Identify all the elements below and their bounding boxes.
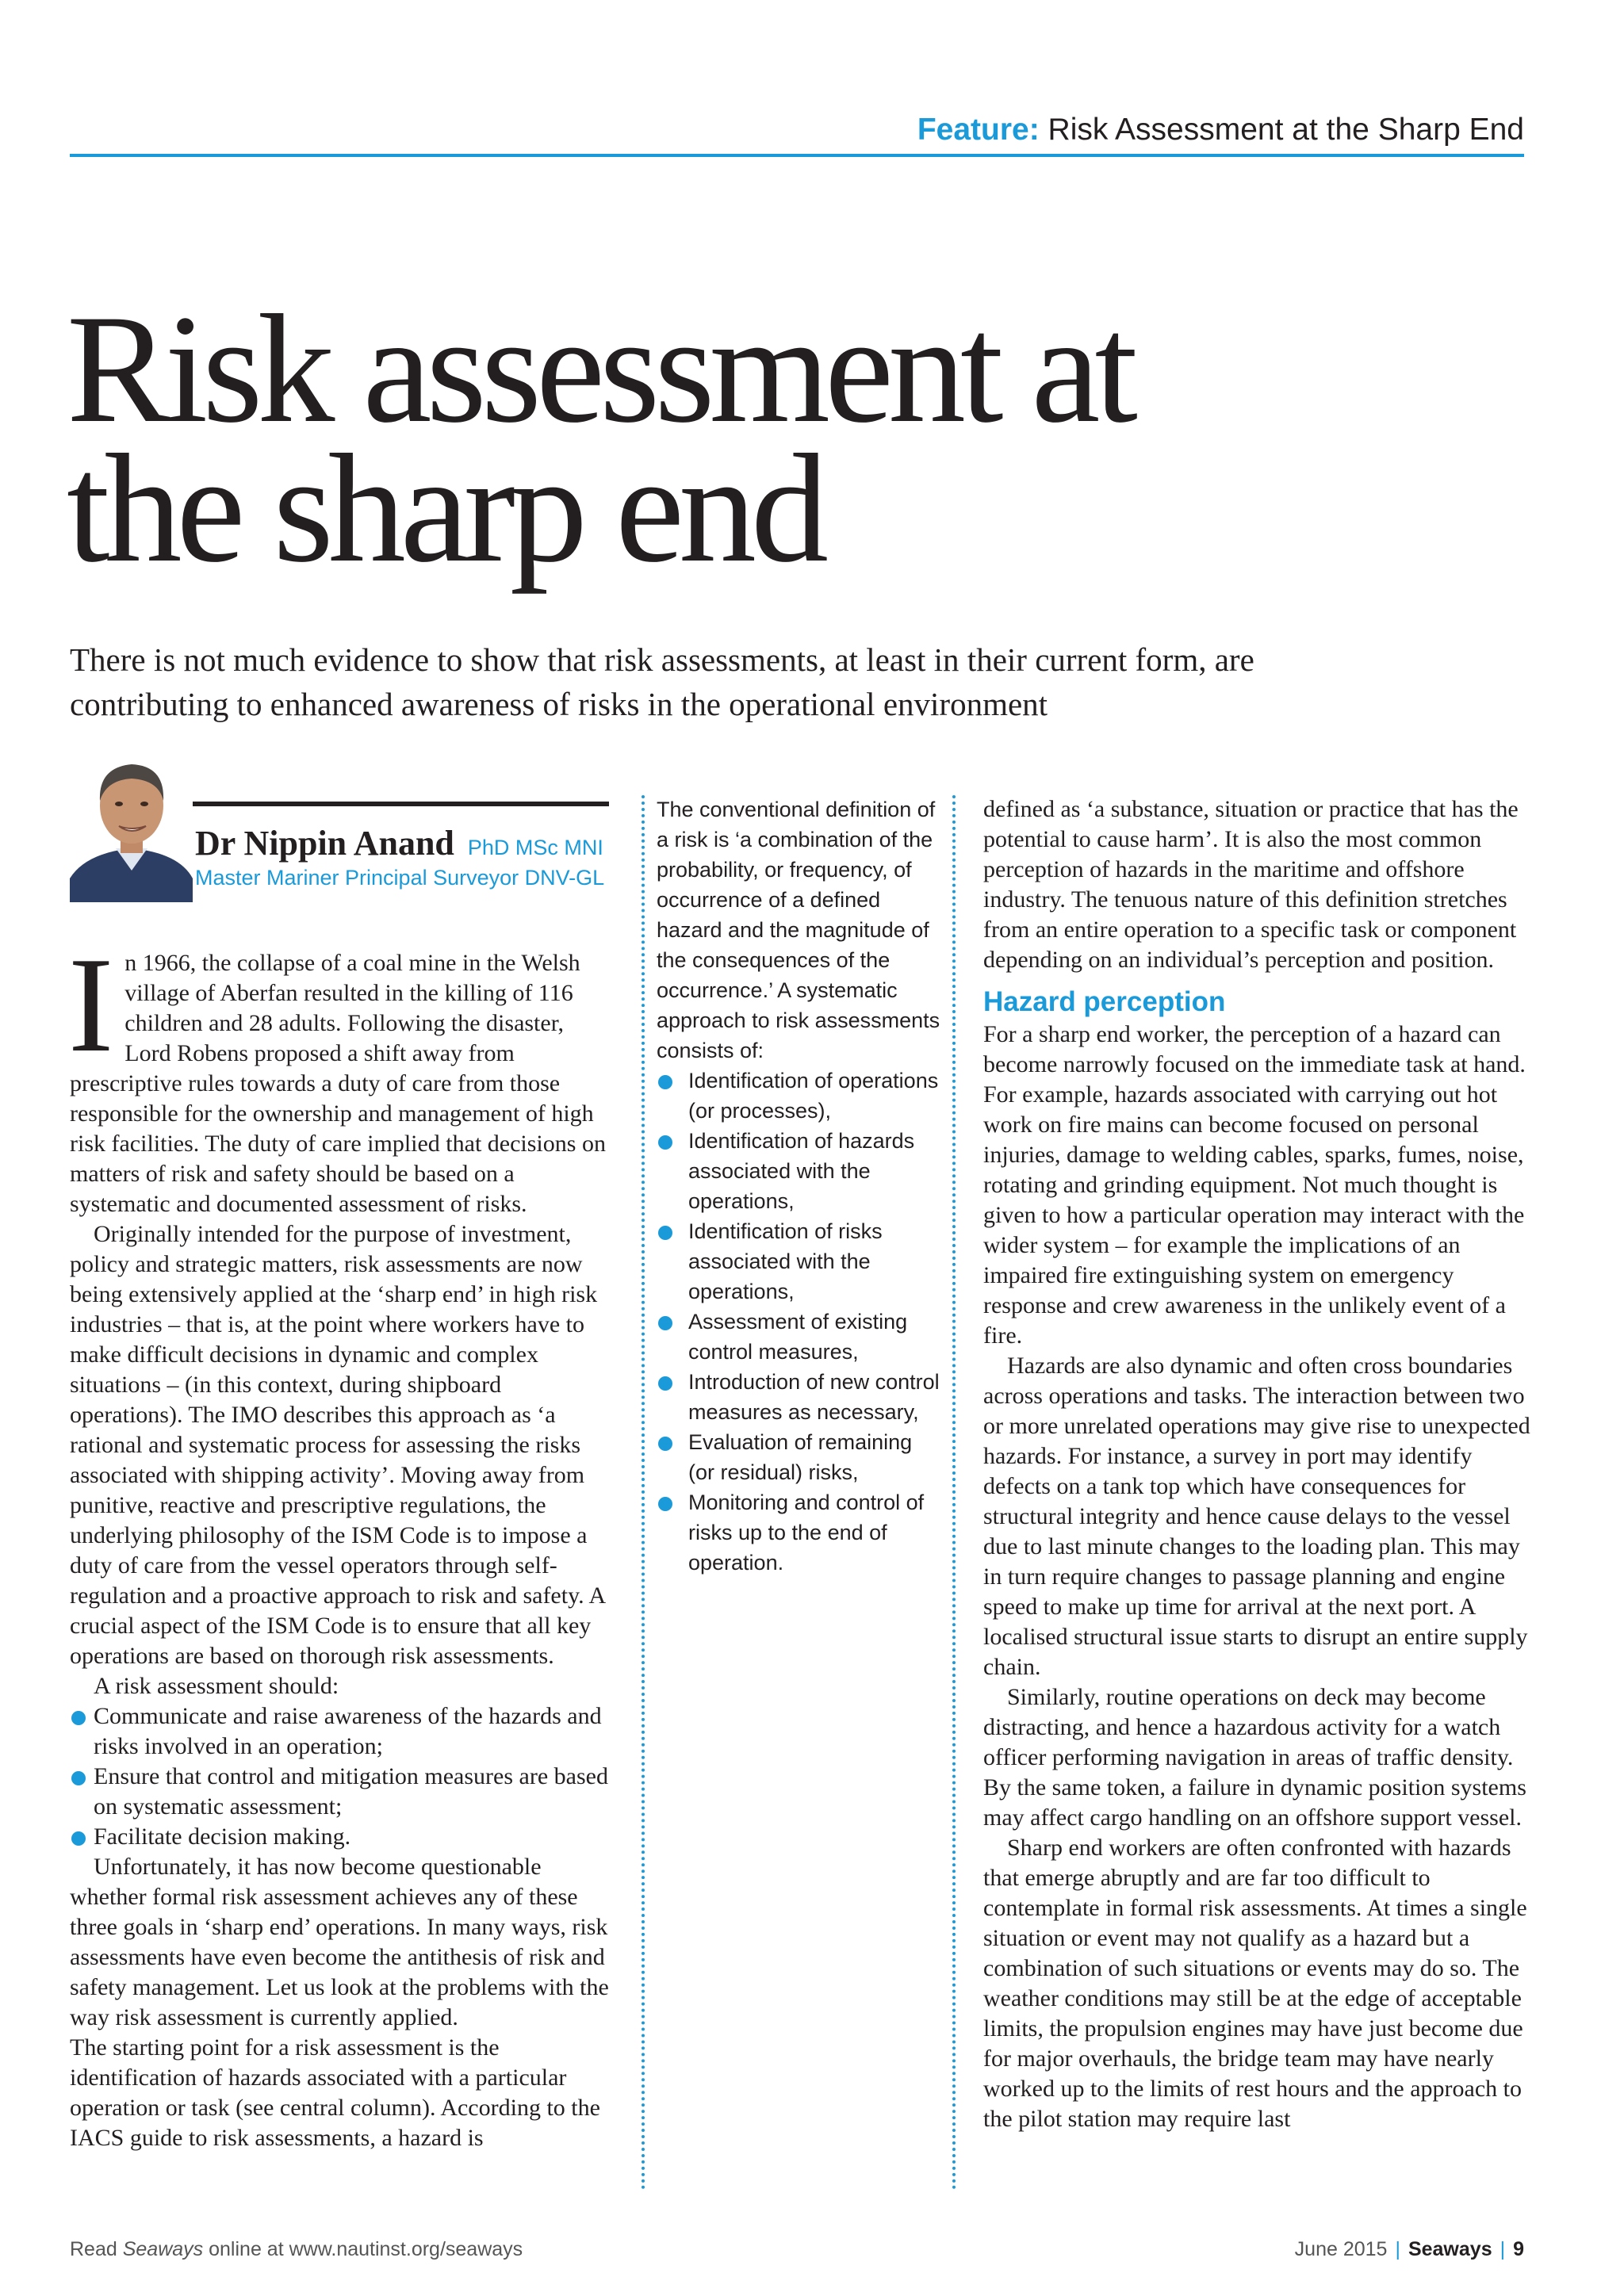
article-title	[67, 283, 1335, 595]
body-paragraph: Originally intended for the purpose of investment, policy and strategic matters, risk assessments are now being extensively applied at the ‘sharp end’ in high risk industries – that is, at the point where workers have to make difficult decisions in dynamic and complex situations – (in this context, during shipboard operations). The IMO describes this approach as ‘a rational and systematic process for assessing the risks associated with shipping activity’. Moving away from punitive, reactive and prescriptive regulations, the underlying philosophy of the ISM Code is to impose a duty of care from the vessel operators through self-regulation and a proactive approach to risk and safety. A crucial aspect of the ISM Code is to ensure that all key operations are based on thorough risk assessments.	[70, 1221, 605, 1669]
publication-name: Seaways	[1408, 2238, 1492, 2260]
footer-separator: |	[1395, 2238, 1400, 2260]
title-line-2: the sharp end	[67, 423, 823, 595]
intro-text: n 1966, the collapse of a coal mine in the Welsh village of Aberfan resulted in the killing of 116 children and 28 adults. Following the disaster, Lord Robens proposed a shift away from prescriptive rules towards a duty of care from those responsible for the ownership and management of high risk facilities. The duty of care implied that decisions on matters of risk and safety should be based on a systematic and documented assessment of risks.	[70, 950, 606, 1217]
list-item: Evaluation of remaining (or residual) risks,	[657, 1427, 942, 1487]
standfirst: There is not much evidence to show that risk assessments, at least in their current form, are contributing to enhanced awareness of risks in the operational environment	[70, 641, 1254, 722]
body-paragraph: For a sharp end worker, the perception of a hazard can become narrowly focused on the immediate task at hand. For example, hazards associated with carrying out hot work on fire mains can become focused on personal injuries, damage to welding cables, sparks, fumes, noise, rotating and grinding equipment. Not much thought is given to how a particular operation may interact with the wider system – for example the implications of an impaired fire extinguishing system on emergency response and crew awareness in the unlikely event of a fire.	[983, 1021, 1526, 1349]
list-item: Assessment of existing control measures,	[657, 1307, 942, 1367]
list-item: Identification of operations (or processes),	[657, 1066, 942, 1126]
body-paragraph: defined as ‘a substance, situation or practice that has the potential to cause harm’. It is also the most common perception of hazards in the maritime and offshore industry. The tenuous nature of this definition stretches from an entire operation to a specific task or component depending on an individual’s perception and position.	[983, 796, 1519, 973]
author-role: Master Mariner Principal Surveyor DNV-GL	[195, 866, 605, 890]
footer-read: Read	[70, 2238, 117, 2260]
bullet-item: Communicate and raise awareness of the hazards and risks involved in an operation;	[70, 1701, 612, 1762]
middle-column	[657, 794, 942, 1578]
author-name-line	[195, 821, 603, 870]
body-paragraph: Hazards are also dynamic and often cross boundaries across operations and tasks. The interaction between two or more unrelated operations may give rise to unexpected hazards. For instance, a survey in port may identify defects on a tank top which have consequences for structural integrity and hence cause delays to the vessel due to last minute changes to the loading plan. This may in turn require changes to passage planning and engine speed to make up time for arrival at the next port. A localised structural issue starts to disrupt an entire supply chain.	[983, 1353, 1530, 1680]
author-qualifications: PhD MSc MNI	[467, 836, 603, 859]
issue-date: June 2015	[1294, 2238, 1388, 2260]
body-paragraph: Similarly, routine operations on deck may become distracting, and hence a hazardous activity for a watch officer performing navigation in areas of traffic density. By the same token, a failure in dynamic position systems may affect cargo handling on an offshore support vessel.	[983, 1684, 1526, 1831]
footer-magazine: Seaways	[122, 2238, 204, 2260]
footer-url: online at www.nautinst.org/seaways	[209, 2238, 523, 2260]
page-number: 9	[1513, 2238, 1524, 2260]
footer-left	[70, 2236, 523, 2263]
bullet-item: Facilitate decision making.	[70, 1822, 612, 1852]
bullet-item: Ensure that control and mitigation measures are based on systematic assessment;	[70, 1762, 612, 1822]
title-line-1: Risk assessment at	[67, 283, 1132, 455]
list-item: Introduction of new control measures as necessary,	[657, 1367, 942, 1427]
systematic-approach-list	[657, 1066, 942, 1578]
section-label: Feature:	[917, 113, 1040, 147]
author-name: Dr Nippin Anand	[195, 824, 454, 863]
risk-assessment-goals	[70, 1701, 612, 1852]
list-item: Identification of risks associated with the operations,	[657, 1216, 942, 1307]
footer-right	[1295, 2236, 1524, 2263]
list-item: Identification of hazards associated with the operations,	[657, 1126, 942, 1216]
body-paragraph: Sharp end workers are often confronted with hazards that emerge abruptly and are far too difficult to contemplate in formal risk assessments. At times a single situation or event may not qualify as a hazard but a combination of such situations or events may do so. The weather conditions may still be at the edge of acceptable limits, the propulsion engines may have just become due for major overhauls, the bridge team may have nearly worked up to the limits of rest hours and the approach to the pilot station may require last	[983, 1835, 1527, 2132]
running-header	[70, 106, 1524, 157]
list-item: Monitoring and control of risks up to the end of operation.	[657, 1487, 942, 1578]
body-paragraph: Unfortunately, it has now become questionable whether formal risk assessment achieves any of these three goals in ‘sharp end’ operations. In many ways, risk assessments have even become the antithesis of risk and safety management. Let us look at the problems with the way risk assessment is currently applied.	[70, 1854, 609, 2030]
body-paragraph: A risk assessment should:	[94, 1673, 339, 1699]
column-divider	[642, 795, 645, 2191]
body-paragraph: The starting point for a risk assessment is the identification of hazards associated with a particular operation or task (see central column). According to the IACS guide to risk assessments, a hazard is	[70, 2034, 600, 2151]
author-rule	[193, 802, 609, 806]
drop-cap: I	[68, 930, 114, 1081]
subheading: Hazard perception	[983, 986, 1226, 1017]
right-column	[983, 794, 1535, 2134]
footer-separator: |	[1500, 2238, 1506, 2260]
author-portrait	[70, 752, 193, 902]
running-title: Risk Assessment at the Sharp End	[1048, 113, 1524, 147]
sidebar-intro: The conventional definition of a risk is ‘a combination of the probability, or frequency, of occurrence of a defined hazard and the magnitude of the consequences of the occurrence.’ A systematic approach to risk assessments consists of:	[657, 798, 940, 1062]
column-divider	[952, 795, 956, 2191]
author-block	[70, 752, 609, 902]
intro-paragraph	[68, 930, 612, 1219]
left-column	[68, 930, 612, 2153]
